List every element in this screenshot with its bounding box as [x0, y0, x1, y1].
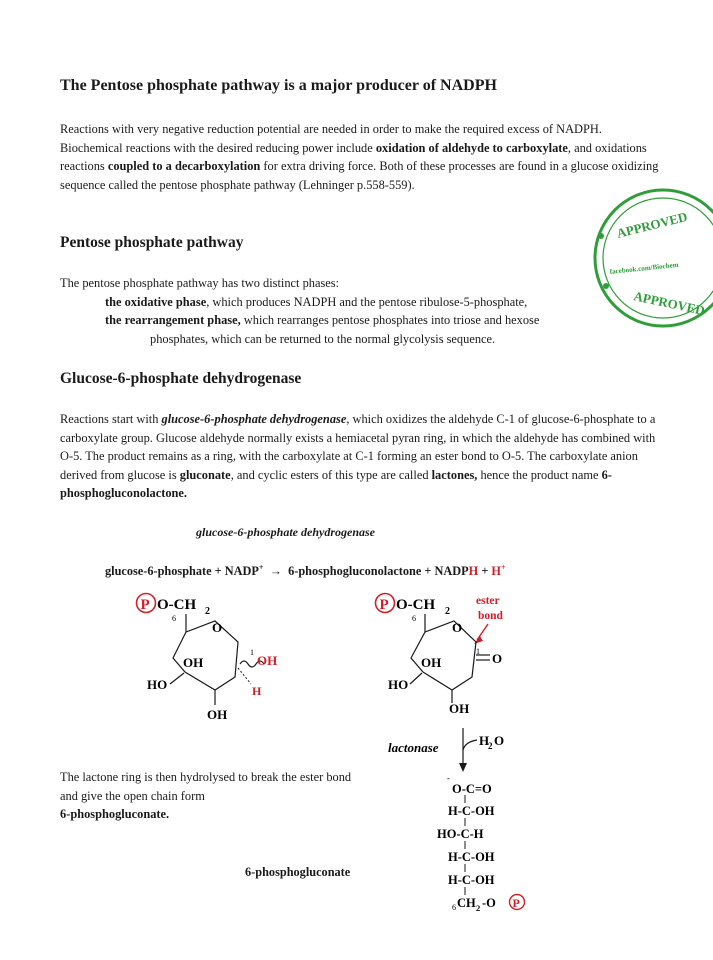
c1-oh-left: OH — [257, 653, 278, 668]
g6pd-text-1: Reactions start with — [60, 412, 162, 426]
phosphogluconolactone-structure — [376, 594, 504, 717]
c4-oh-right: OH — [421, 655, 442, 670]
ester-label-2: bond — [478, 610, 503, 622]
intro-text-3: for extra driving force. Both of these processes are found in a glucose oxidizing sequence called the pentose phosphate pathway (Lehninger p.558-559). — [60, 159, 659, 192]
carbonyl-o-right: O — [492, 651, 503, 666]
ppp-oxidative-bold: the oxidative phase — [105, 294, 207, 309]
ring-o-left: O — [212, 620, 223, 635]
lactone-paragraph — [60, 768, 370, 824]
chain-row-4: H-C-OH — [448, 850, 495, 864]
ester-label-1: ester — [476, 595, 500, 607]
reaction-proton-charge: + — [501, 563, 506, 572]
water-sub: 2 — [488, 741, 493, 751]
reaction-nadph-h: H — [468, 564, 479, 579]
g6pd-text-4: hence the product name — [477, 467, 602, 482]
c1-label-right: 1 — [476, 647, 480, 656]
intro-text-1: Reactions with very negative reduction potential are needed in order to make the required excess of NADPH. Biochemical reactions with the desired reducing power include — [60, 122, 602, 155]
chain-row-2: H-C-OH — [448, 804, 495, 818]
reaction-plus-2: + — [424, 564, 432, 579]
reaction-plus-3: + — [481, 564, 489, 579]
intro-text-2: , and oxidations reactions — [60, 140, 647, 174]
g6pd-text-2: , which oxidizes the aldehyde C-1 of glucose-6-phosphate to a carboxylate group. Glucose aldehyde normally exists a hemiacetal pyran ring, in which the aldehyde has combined with O-5. The product remains as a ring, with the carboxylate at C-1 forming an ester bond to O-5. The carboxylate anion derived from glucose is — [60, 412, 656, 482]
chain-o: -O — [482, 896, 496, 910]
page-title: The Pentose phosphate pathway is a major producer of NADPH — [60, 77, 497, 94]
ppp-rearrangement-text: which rearranges pentose phosphates into triose and hexose — [240, 313, 540, 328]
g6pd-heading: Glucose-6-phosphate dehydrogenase — [60, 370, 302, 387]
chain-charge: - — [447, 773, 450, 783]
chain-ch2: CH — [457, 896, 476, 910]
ring-o-right: O — [452, 620, 463, 635]
lactonase-label: lactonase — [388, 740, 439, 755]
lactone-text: The lactone ring is then hydrolysed to break the ester bond and give the open chain form — [60, 770, 352, 803]
c2-oh-right: OH — [449, 701, 470, 716]
reaction-product: 6-phosphogluconolactone — [288, 564, 422, 579]
phosphogluconate-label: 6-phosphogluconate — [245, 865, 351, 879]
och2-right: O-CH — [396, 597, 436, 613]
reaction-nadp: NADP — [224, 564, 259, 579]
g6pd-product-name: 6-phosphogluconolactone. — [60, 467, 612, 501]
chain-row-5: H-C-OH — [448, 873, 495, 887]
water-h: H — [479, 733, 490, 748]
chain-ch2-sub: 2 — [476, 903, 481, 913]
reaction-plus-1: + — [214, 564, 222, 579]
intro-bold-1: oxidation of aldehyde to carboxylate — [375, 140, 568, 155]
lactone-product: 6-phosphogluconate. — [60, 807, 170, 822]
g6pd-gluconate: gluconate — [179, 467, 231, 482]
phosphate-p-right: P — [379, 597, 389, 613]
glucose-6-phosphate-structure — [137, 594, 278, 723]
c6-label-right: 6 — [412, 614, 416, 623]
c3-ho-left: HO — [147, 677, 168, 692]
reaction-nadp-charge: + — [258, 563, 264, 572]
g6pd-text-3: , and cyclic esters of this type are called — [230, 467, 432, 482]
c4-oh-left: OH — [183, 655, 204, 670]
c6-label-left: 6 — [172, 614, 176, 623]
ppp-lead: The pentose phosphate pathway has two distinct phases: — [60, 276, 340, 290]
phosphate-p-left: P — [140, 597, 150, 613]
reaction-arrow: → — [269, 564, 282, 579]
och2-left: O-CH — [157, 597, 197, 613]
ppp-heading: Pentose phosphate pathway — [60, 234, 244, 251]
stamp-bottom-text: APPROVED — [632, 288, 707, 318]
water-o: O — [494, 733, 505, 748]
reaction-substrate: glucose-6-phosphate — [105, 564, 212, 579]
reaction-nadph-a: NADP — [434, 564, 469, 579]
g6pd-enzyme-name: glucose-6-phosphate dehydrogenase — [161, 412, 347, 426]
chain-row-3: HO-C-H — [437, 827, 484, 841]
g6pd-lactones: lactones, — [431, 467, 478, 482]
phosphate-p-chain: P — [512, 896, 520, 910]
ppp-oxidative-text: , which produces NADPH and the pentose ribulose-5-phosphate, — [206, 294, 528, 309]
stamp-mid-text: facebook.com/Biochem — [609, 260, 679, 276]
och2-sub-right: 2 — [445, 606, 450, 617]
ppp-rearrangement-line-2: phosphates, which can be returned to the normal glycolysis sequence. — [150, 331, 496, 346]
reaction-enzyme-label: glucose-6-phosphate dehydrogenase — [196, 525, 375, 539]
c2-oh-left: OH — [207, 707, 228, 722]
lactonase-step — [388, 728, 504, 772]
intro-bold-2: coupled to a decarboxylation — [107, 159, 261, 174]
phosphogluconate-structure — [437, 773, 525, 913]
reaction-proton-h: H — [491, 564, 501, 579]
c3-ho-right: HO — [388, 677, 409, 692]
och2-sub-left: 2 — [205, 606, 210, 617]
ppp-rearrangement-bold: the rearrangement phase, — [105, 313, 241, 328]
c1-h-left: H — [252, 684, 262, 698]
c1-label-left: 1 — [250, 648, 254, 657]
c6-label-chain: 6 — [452, 903, 456, 912]
stamp-top-text: APPROVED — [615, 208, 689, 241]
chain-row-1: O-C=O — [452, 782, 492, 796]
approved-stamp — [588, 180, 713, 330]
